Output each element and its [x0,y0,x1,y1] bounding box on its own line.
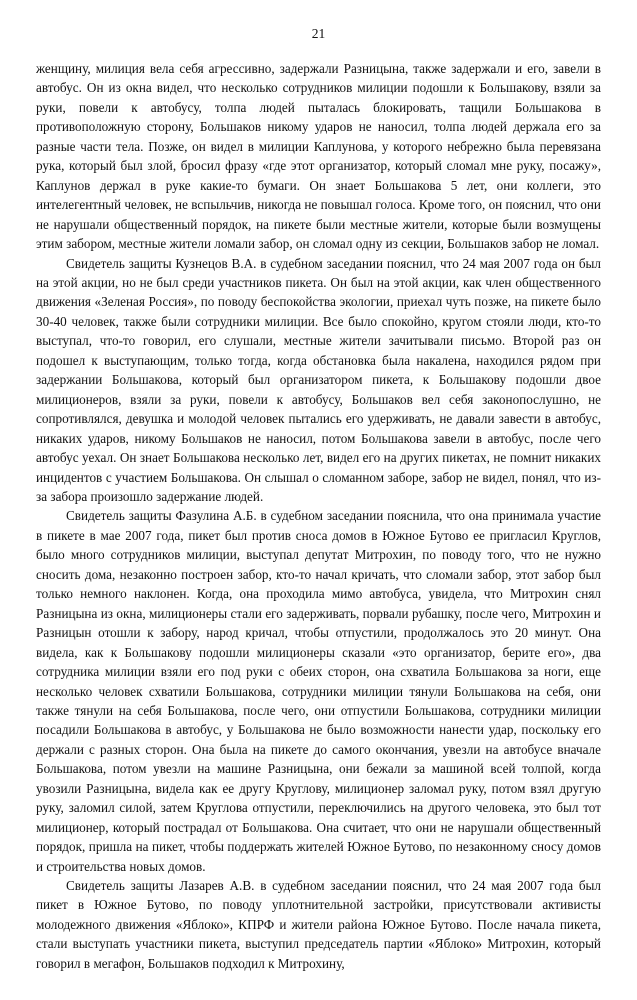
paragraph-continuation: женщину, милиция вела себя агрессивно, задержали Разницына, также задержали и его, завели в автобус. Он из окна видел, что несколько сотрудников милиции подошли к Большакову, взяли за руки, повели к автобусу, толпа людей пыталась блокировать, тащили Большакова в противоположную сторону, Большаков никому ударов не наносил, толпа людей держала его за разные части тела. Позже, он видел в милиции Каплунова, у которого небрежно была перевязана рука, который был злой, бросил фразу «где этот организатор, который сломал мне руку, посажу», Каплунов держал в руке какие-то бумаги. Он знает Большакова 5 лет, они коллеги, это интелегентный человек, не вспыльчив, никогда не повышал голоса. Кроме того, он пояснил, что они не нарушали общественный порядок, на пикете были местные жители, которые были возмущены этим забором, местные жители ломали забор, он сломал одну из секции, Большаков забор не ломал. [36,61,601,252]
paragraph-witness-lazarev: Свидетель защиты Лазарев А.В. в судебном заседании пояснил, что 24 мая 2007 года был пикет в Южное Бутово, по поводу уплотнительной застройки, присутствовали активисты молодежного движения «Яблоко», КПРФ и жители района Южное Бутово. После начала пикета, стали выступать участники пикета, выступил председатель партии «Яблоко» Митрохин, который говорил в мегафон, Большаков подходил к Митрохину, [36,878,601,971]
paragraph-witness-fazulina: Свидетель защиты Фазулина А.Б. в судебном заседании пояснила, что она принимала участие в пикете в мае 2007 года, пикет был против сноса домов в Южное Бутово ее пригласил Круглов, было много сотрудников милиции, выступал депутат Митрохин, по поводу того, что не нужно сносить дома, незаконно построен забор, кто-то начал кричать, что сломали забор, этот забор был только немного наклонен. Когда, она проходила мимо автобуса, увидела, что Митрохин снял Разницына из окна, милиционеры стали его задерживать, порвали рубашку, после чего, Митрохин и Разницын отошли к забору, народ кричал, чтобы отпустили, продолжалось это 20 минут. Она видела, как к Большакову подошли милиционеры сказали «это организатор, берите его», два сотрудника милиции взяли его под руки с обеих сторон, она схватила Большакова за ноги, еще несколько человек схватили Большакова, сотрудники милиции тянули Большакова на себя, они также тянули на себя Большакова, после чего, они отпустили Большакова, сотрудники милиции посадили Большакова в автобус, у Большакова не было возможности нанести удар, поскольку его держали с разных сторон. Она была на пикете до самого окончания, увезли на автобусе вначале Большакова, потом увезли на машине Разницына, они бежали за машиной всей толпой, когда увозили Разницына, видела как ее другу Круглову, милиционер заломал руку, потом взял другую руку, заломил силой, затем Круглова отпустили, переключились на другого человека, это был тот милиционер, который пострадал от Большакова. Она считает, что они не нарушали общественный порядок, пришла на пикет, чтобы поддержать жителей Южное Бутово, по незаконному сносу домов и строительства новых домов. [36,508,601,874]
page-number: 21 [311,26,326,41]
paragraph-witness-kuznetsov: Свидетель защиты Кузнецов В.А. в судебном заседании пояснил, что 24 мая 2007 года он был на этой акции, но не был среди участников пикета. Он был на этой акции, как член общественного движения «Зеленая Россия», по поводу беспокойства экологии, приехал чуть позже, на пикете было 30-40 человек, также были сотрудники милиции. Все было спокойно, кругом стояли люди, кто-то выступал, что-то говорил, его слушали, местные жители зачитывали письмо. Второй раз он подошел к выступающим, только тогда, когда обстановка была накалена, находился рядом при задержании Большакова, который был организатором пикета, к Большакову подошли двое милиционеров, взяли за руки, повели к автобусу, Большаков вел себя законопослушно, не сопротивлялся, девушка и молодой человек пытались его удерживать, не давали завести в автобус, никаких ударов, никому Большаков не наносил, потом Большакова завели в автобус, после чего автобус уехал. Он знает Большакова несколько лет, видел его на других пикетах, не помнит никаких инцидентов с участием Большакова. Он слышал о сломанном заборе, забор не видел, понял, что из-за забора произошло задержание людей. [36,255,601,504]
